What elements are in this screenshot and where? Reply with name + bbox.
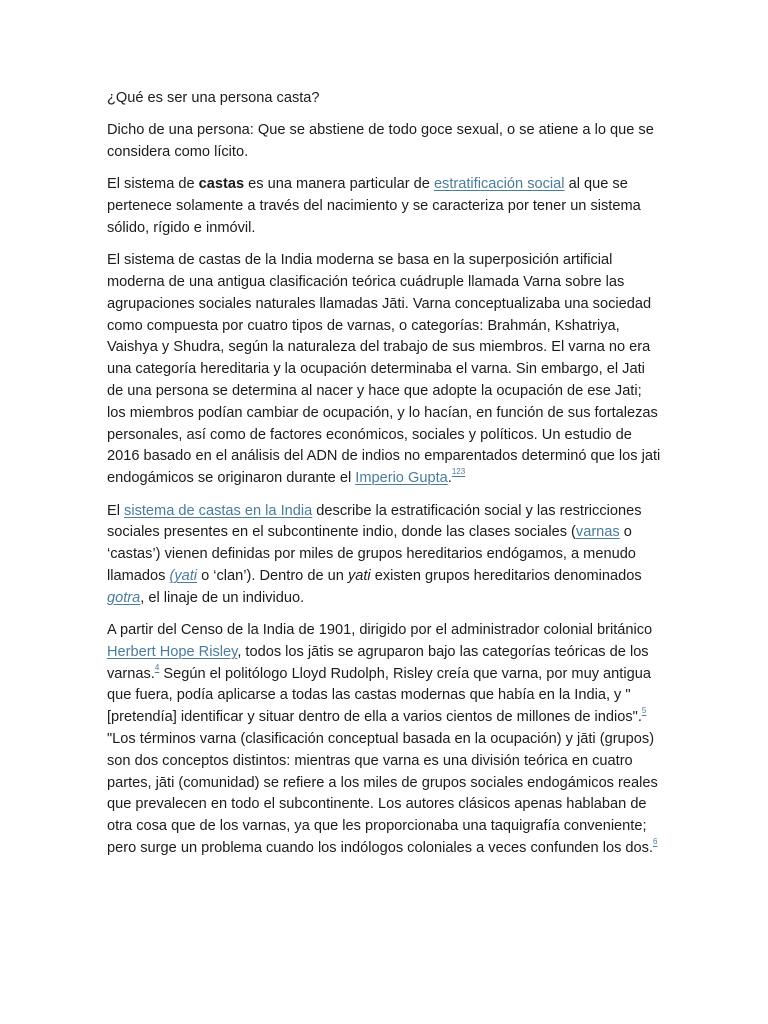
footnote-ref-123[interactable]: 123 [451,467,466,477]
page-title: ¿Qué es ser una persona casta? [107,90,320,106]
footnote-ref-5[interactable]: 5 [641,706,647,716]
text-span: . [447,470,452,487]
text-span: es una manera particular de [244,176,434,193]
text-span: Según el politólogo Lloyd Rudolph, Risley creía que varna, por muy antigua que fuera, podía aplicarse a todas las castas modernas que había en la India, y "[pretendía] identificar y situar dentro de ella a varios cientos de millones de indios". [107,665,651,726]
link-herbert-hope-risley[interactable]: Herbert Hope Risley [107,643,238,660]
text-span: existen grupos hereditarios denominados [370,567,642,584]
footnote-ref-6[interactable]: 6 [653,837,658,847]
link-yati[interactable]: (yati [169,567,198,584]
text-span: describe la estratificación social y las restricciones sociales presentes en el subcontinente indio, donde las clases sociales ( [107,502,642,541]
text-span: El sistema de [107,176,199,193]
link-gotra[interactable]: gotra [107,589,141,606]
link-estratificacion-social[interactable]: estratificación social [433,176,565,193]
definition-paragraph: Dicho de una persona: Que se abstiene de todo goce sexual, o se atiene a lo que se considera como lícito. [107,122,654,161]
sistema-castas-paragraph [107,501,663,610]
censo-paragraph [107,620,663,860]
text-span: El [107,502,125,519]
text-span: A partir del Censo de la India de 1901, dirigido por el administrador colonial británico [107,622,653,639]
text-span: "Los términos varna (clasificación conceptual basada en la ocupación) y jāti (grupos) son dos conceptos distintos: mientras que varna es una división teórica en cuatro partes, jāti (comunidad) se refiere a los miles de grupos sociales endogámicos reales que prevalecen en todo el subcontinente. Los autores clásicos apenas hablaban de otra cosa que de los varnas, ya que les proporcionaba una taquigrafía conveniente; pero surge un problema cuando los indólogos coloniales a veces confunden los dos. [107,731,658,856]
text-span: o ‘clan’). Dentro de un [197,567,348,584]
link-sistema-castas-india[interactable]: sistema de castas en la India [124,502,313,519]
text-span: , todos los jātis se agruparon bajo las categorías teóricas de los varnas. [107,643,649,682]
text-span: o ‘castas’) vienen definidas por miles de grupos hereditarios endógamos, a menudo llamados [107,524,636,584]
bold-term-castas: castas [198,176,245,193]
italic-term-yati: yati [347,567,371,584]
text-span: , el linaje de un individuo. [140,589,305,606]
text-span: El sistema de castas de la India moderna se basa en la superposición artificial moderna de una antigua clasificación teórica cuádruple llamada Varna sobre las agrupaciones sociales naturales llamadas Jāti. Varna conceptualizaba una sociedad como compuesta por cuatro tipos de varnas, o categorías: Brahmán, Kshatriya, Vaishya y Shudra, según la naturaleza del trabajo de sus miembros. El varna no era una categoría hereditaria y la ocupación determinaba el varna. Sin embargo, el Jati de una persona se determina al nacer y hace que adopte la ocupación de ese Jati; los miembros podían cambiar de ocupación, y lo hacían, en función de sus fortalezas personales, así como de factores económicos, sociales y políticos. Un estudio de 2016 basado en el análisis del ADN de indios no emparentados determinó que los jati endogámicos se originaron durante el [107,252,661,487]
footnote-ref-4[interactable]: 4 [154,662,160,672]
text-span: al que se pertenece solamente a través del nacimiento y se caracteriza por tener un sistema sólido, rígido e inmóvil. [107,176,641,236]
document-body [107,88,663,870]
link-imperio-gupta[interactable]: Imperio Gupta [355,470,448,487]
castas-paragraph [107,174,663,239]
link-varnas[interactable]: varnas [575,524,620,541]
india-paragraph [107,250,663,490]
